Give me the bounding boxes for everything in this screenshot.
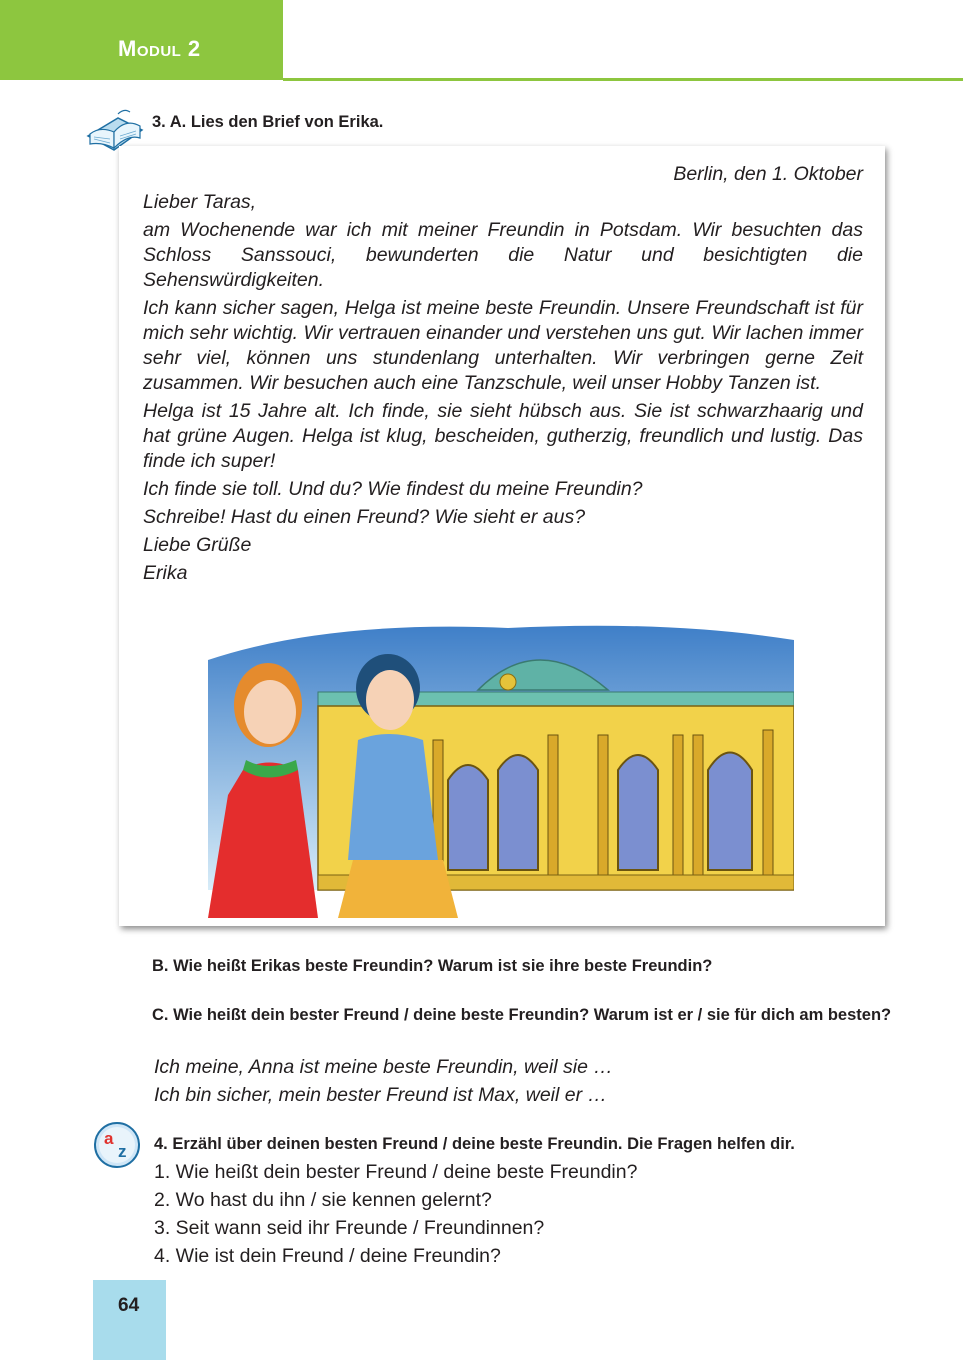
question-b: B. Wie heißt Erikas beste Freundin? Warum ist sie ihre beste Freundin? bbox=[152, 957, 713, 975]
exercise-3a-heading: 3. A. Lies den Brief von Erika. bbox=[152, 113, 384, 131]
sanssouci-illustration bbox=[208, 620, 794, 918]
letter-greeting: Lieber Taras, bbox=[143, 191, 257, 213]
letter-paragraph: am Wochenende war ich mit meiner Freundin in Potsdam. Wir besuchten das Schloss Sanssouci, bewunderten die Natur und besichtigten die Sehenswürdigkeiten. bbox=[143, 219, 863, 291]
header-divider bbox=[283, 78, 963, 81]
letter-paragraph: Helga ist 15 Jahre alt. Ich finde, sie sieht hübsch aus. Sie ist schwarzhaarig und hat grüne Augen. Helga ist klug, bescheiden, gutherzig, freundlich und lustig. Das finde ich super! bbox=[143, 400, 863, 472]
module-title: Modul 2 bbox=[118, 36, 201, 61]
svg-text:z: z bbox=[118, 1142, 127, 1161]
letter-date: Berlin, den 1. Oktober bbox=[673, 163, 863, 185]
guiding-questions bbox=[154, 1158, 637, 1270]
letter-signature: Erika bbox=[143, 562, 188, 584]
letter-paragraph: Ich kann sicher sagen, Helga ist meine beste Freundin. Unsere Freundschaft ist für mich sehr wichtig. Wir vertrauen einander und verstehen uns gut. Wir lachen immer sehr viel, können uns stundenlang unterhalten. Wir verbringen gerne Zeit zusammen. Wir besuchen auch eine Tanzschule, weil unser Hobby Tanzen ist. bbox=[143, 297, 863, 394]
guiding-question: 1. Wie heißt dein bester Freund / deine beste Freundin? bbox=[154, 1161, 638, 1183]
page-number: 64 bbox=[118, 1295, 140, 1316]
exercise-4-heading: 4. Erzähl über deinen besten Freund / deine beste Freundin. Die Fragen helfen dir. bbox=[154, 1135, 795, 1153]
a-z-vocabulary-icon bbox=[92, 1120, 142, 1170]
example-answer: Ich meine, Anna ist meine beste Freundin, weil sie … bbox=[154, 1056, 613, 1078]
svg-text:a: a bbox=[104, 1129, 114, 1148]
page-number-box bbox=[93, 1280, 166, 1360]
letter-body bbox=[143, 162, 863, 589]
letter-closing: Liebe Grüße bbox=[143, 534, 252, 556]
example-answer: Ich bin sicher, mein bester Freund ist Max, weil er … bbox=[154, 1084, 608, 1106]
example-answers bbox=[154, 1053, 613, 1109]
guiding-question: 4. Wie ist dein Freund / deine Freundin? bbox=[154, 1245, 501, 1267]
letter-paragraph: Ich finde sie toll. Und du? Wie findest du meine Freundin? bbox=[143, 478, 643, 500]
guiding-question: 2. Wo hast du ihn / sie kennen gelernt? bbox=[154, 1189, 492, 1211]
question-c: C. Wie heißt dein bester Freund / deine beste Freundin? Warum ist er / sie für dich am besten? bbox=[152, 1006, 892, 1024]
letter-paragraph: Schreibe! Hast du einen Freund? Wie sieht er aus? bbox=[143, 506, 586, 528]
guiding-question: 3. Seit wann seid ihr Freunde / Freundinnen? bbox=[154, 1217, 545, 1239]
